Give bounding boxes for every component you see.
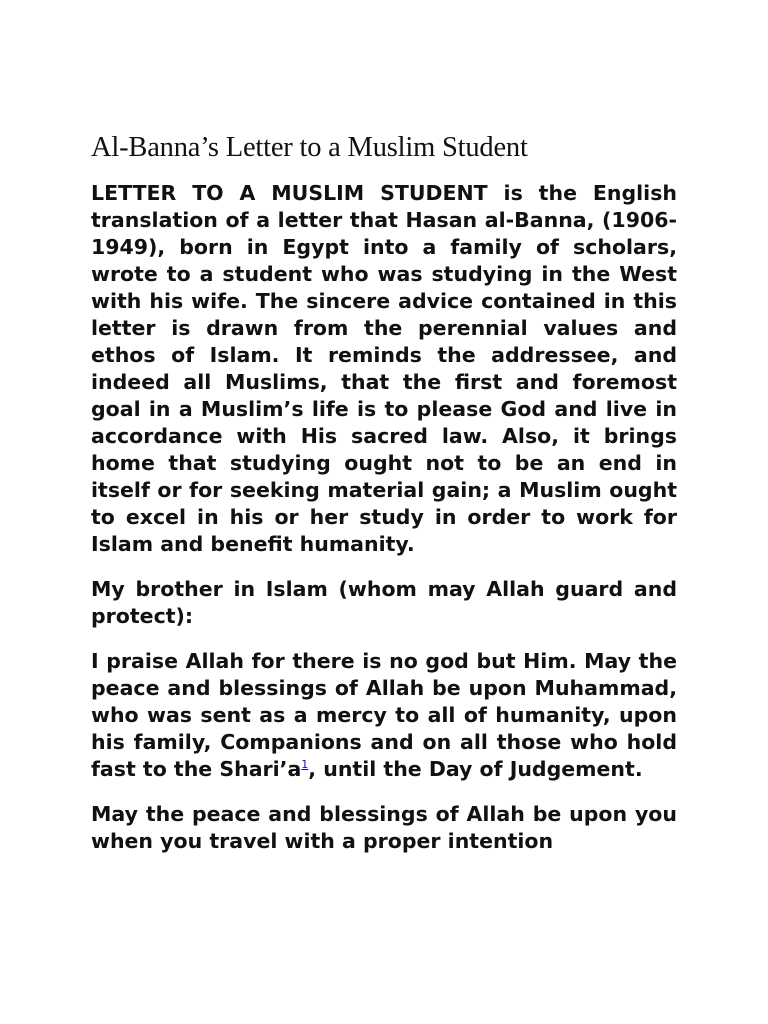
praise-text: I praise Allah for there is no god but Him. May the peace and blessings of Allah be upon Muhammad, who was sent as a mercy to all of humanity, upon his family, Companions and on all those who hold fast to the Shari’a [91, 649, 677, 781]
document-title: Al-Banna’s Letter to a Muslim Student [91, 132, 528, 163]
blessing-paragraph: May the peace and blessings of Allah be upon you when you travel with a proper intention [91, 802, 677, 853]
intro-paragraph: LETTER TO A MUSLIM STUDENT is the English translation of a letter that Hasan al-Banna, (1906-1949), born in Egypt into a family of scholars, wrote to a student who was studying in the West with his wife. The sincere advice contained in this letter is drawn from the perennial values and ethos of Islam. It reminds the addressee, and indeed all Muslims, that the first and foremost goal in a Muslim’s life is to please God and live in accordance with His sacred law. Also, it brings home that studying ought not to be an end in itself or for seeking material gain; a Muslim ought to excel in his or her study in order to work for Islam and benefit humanity. [91, 181, 677, 556]
praise-paragraph [91, 648, 677, 783]
praise-text-end: , until the Day of Judgement. [308, 757, 643, 781]
footnote-link[interactable]: 1 [301, 758, 309, 772]
document-page [91, 128, 677, 873]
salutation-paragraph: My brother in Islam (whom may Allah guard and protect): [91, 577, 677, 628]
